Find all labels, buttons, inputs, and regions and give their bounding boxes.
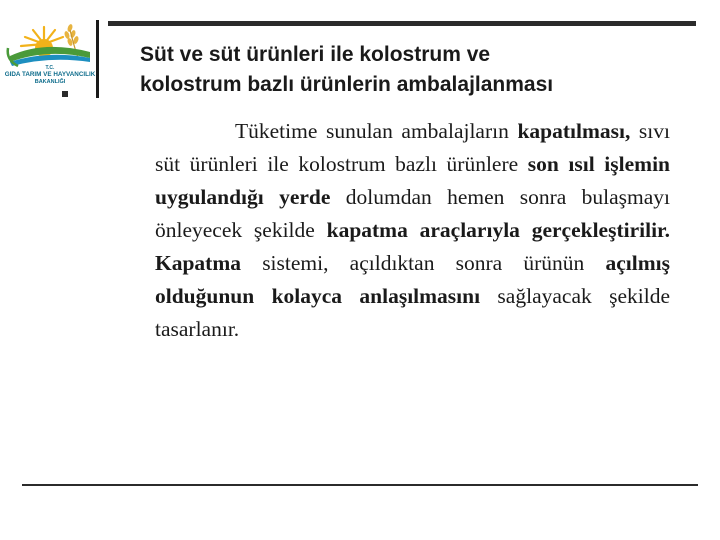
body-paragraph xyxy=(155,115,670,346)
slide-title xyxy=(140,40,700,100)
logo-prefix: T.C. xyxy=(45,65,55,71)
emphasized-text: açılmış olduğunun kolayca anlaşılmasını xyxy=(155,251,670,308)
top-bar xyxy=(108,21,696,26)
vertical-divider xyxy=(96,20,99,98)
emphasized-text: son ısıl işlemin uygulandığı yerde xyxy=(155,152,670,209)
ministry-logo xyxy=(4,18,96,94)
emphasized-text: kapatma araçlarıyla gerçekleştirilir. Kapatma xyxy=(155,218,670,275)
body-text-run: sıvı süt ürünleri ile kolostrum bazlı ürünlere xyxy=(155,119,670,176)
emphasized-text: kapatılması, xyxy=(517,119,631,143)
body-text-run: Tüketime sunulan ambalajların xyxy=(235,119,518,143)
body-text-run: sağlayacak şekilde tasarlanır. xyxy=(155,284,670,341)
logo-name-line1: GIDA TARIM VE HAYVANCILIK xyxy=(4,71,96,78)
body-text-run: sistemi, açıldıktan sonra ürünün xyxy=(241,251,606,275)
bullet-square xyxy=(62,91,68,97)
slide-title-line1: Süt ve süt ürünleri ile kolostrum ve xyxy=(140,43,491,66)
logo-name-line2: BAKANLIĞI xyxy=(34,79,66,85)
body-text-run: dolumdan hemen sonra bulaşmayı önleyecek şekilde xyxy=(155,185,670,242)
bottom-divider xyxy=(22,484,698,486)
logo-emblem-icon xyxy=(4,18,96,68)
slide-title-line2: kolostrum bazlı ürünlerin ambalajlanması xyxy=(140,73,554,96)
